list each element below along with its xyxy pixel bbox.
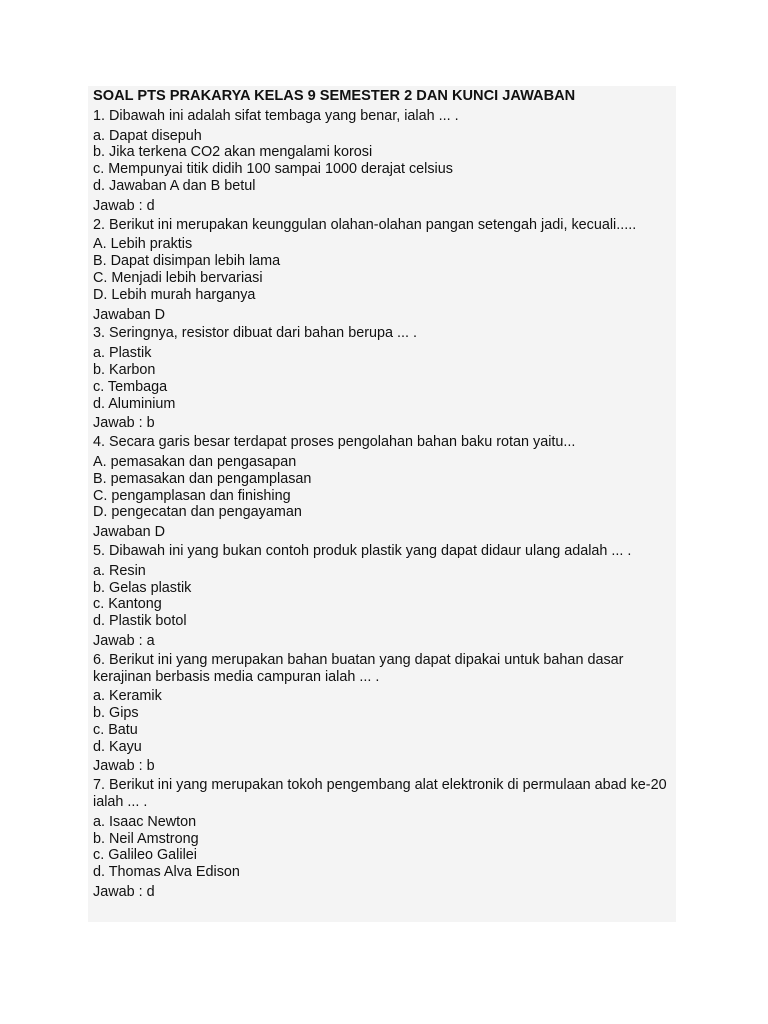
answer-option: a. Keramik xyxy=(93,688,162,705)
answer-option: D. Lebih murah harganya xyxy=(93,286,256,303)
answer-key: Jawab : b xyxy=(93,758,155,775)
answer-option: b. Karbon xyxy=(93,361,156,378)
question-list xyxy=(93,108,670,901)
answer-option: b. Gips xyxy=(93,705,139,722)
answer-option: b. Jika terkena CO2 akan mengalami korosi xyxy=(93,144,373,161)
question-block xyxy=(93,434,670,541)
answer-option: C. pengamplasan dan finishing xyxy=(93,487,291,504)
answer-option: a. Isaac Newton xyxy=(93,813,197,830)
question-text: 3. Seringnya, resistor dibuat dari bahan berupa ... . xyxy=(93,325,417,342)
answer-option: d. Jawaban A dan B betul xyxy=(93,177,256,194)
answer-option: c. Batu xyxy=(93,721,138,738)
answer-option: b. Neil Amstrong xyxy=(93,830,199,847)
question-text: 5. Dibawah ini yang bukan contoh produk plastik yang dapat didaur ulang adalah ... . xyxy=(93,542,632,559)
answer-option: a. Dapat disepuh xyxy=(93,127,202,144)
question-block xyxy=(93,777,670,901)
answer-option: d. Aluminium xyxy=(93,395,176,412)
answer-option: d. Kayu xyxy=(93,738,142,755)
answer-option: a. Resin xyxy=(93,562,146,579)
answer-option: a. Plastik xyxy=(93,345,152,362)
question-block xyxy=(93,543,670,650)
question-block xyxy=(93,652,670,776)
question-text: 1. Dibawah ini adalah sifat tembaga yang benar, ialah ... . xyxy=(93,107,459,124)
answer-key: Jawab : a xyxy=(93,632,155,649)
answer-option: b. Gelas plastik xyxy=(93,579,192,596)
question-block xyxy=(93,108,670,215)
answer-option: c. Mempunyai titik didih 100 sampai 1000 derajat celsius xyxy=(93,161,453,178)
answer-key: Jawaban D xyxy=(93,306,165,323)
answer-option: C. Menjadi lebih bervariasi xyxy=(93,269,263,286)
answer-option: A. pemasakan dan pengasapan xyxy=(93,453,297,470)
answer-option: d. Thomas Alva Edison xyxy=(93,864,240,881)
document-content xyxy=(88,86,676,901)
answer-option: A. Lebih praktis xyxy=(93,236,193,253)
answer-key: Jawab : b xyxy=(93,415,155,432)
answer-option: B. pemasakan dan pengamplasan xyxy=(93,470,312,487)
question-text: 2. Berikut ini merupakan keunggulan olahan-olahan pangan setengah jadi, kecuali..... xyxy=(93,216,637,233)
answer-option: c. Galileo Galilei xyxy=(93,847,197,864)
answer-key: Jawab : d xyxy=(93,884,155,901)
answer-option: B. Dapat disimpan lebih lama xyxy=(93,253,281,270)
answer-option: c. Tembaga xyxy=(93,378,168,395)
question-text: 6. Berikut ini yang merupakan bahan buatan yang dapat dipakai untuk bahan dasar kerajinan berbasis media campuran ialah ... . xyxy=(93,651,624,685)
document-page xyxy=(88,86,676,922)
answer-option: D. pengecatan dan pengayaman xyxy=(93,504,302,521)
answer-option: d. Plastik botol xyxy=(93,613,187,630)
question-text: 4. Secara garis besar terdapat proses pengolahan bahan baku rotan yaitu... xyxy=(93,434,576,451)
answer-option: c. Kantong xyxy=(93,596,162,613)
question-block xyxy=(93,217,670,324)
answer-key: Jawab : d xyxy=(93,197,155,214)
answer-key: Jawaban D xyxy=(93,524,165,541)
question-text: 7. Berikut ini yang merupakan tokoh pengembang alat elektronik di permulaan abad ke-20 ialah ... . xyxy=(93,777,667,811)
document-title: SOAL PTS PRAKARYA KELAS 9 SEMESTER 2 DAN KUNCI JAWABAN xyxy=(93,88,576,104)
question-block xyxy=(93,325,670,432)
